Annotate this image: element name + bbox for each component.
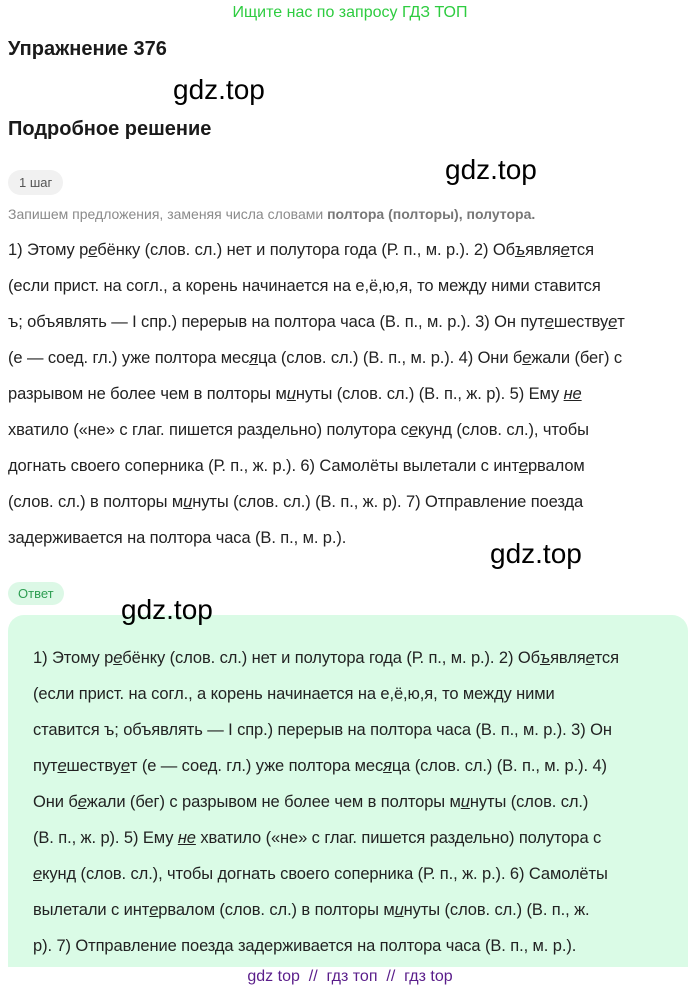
watermark: gdz.top <box>445 154 537 185</box>
text-segment: шеству <box>553 313 609 331</box>
page-title: Упражнение 376 <box>8 38 167 60</box>
highlighted-letter: е <box>518 457 528 475</box>
text-segment: явля <box>550 649 586 667</box>
text-line <box>33 757 607 776</box>
text-line <box>33 829 601 848</box>
text-line <box>8 457 585 476</box>
promo-banner[interactable]: Ищите нас по запросу ГДЗ ТОП <box>232 4 468 21</box>
text-segment: хватило («не» с глаг. пишется раздельно) полутора с <box>8 421 409 439</box>
highlighted-letter: е <box>522 349 532 367</box>
step-badge: 1 шаг <box>8 170 63 195</box>
intro-bold: полтора (полторы), полутора. <box>327 206 536 222</box>
text-segment: 1) Этому р <box>33 649 114 667</box>
text-segment: тся <box>594 649 619 667</box>
text-segment: 1) Этому р <box>8 241 89 259</box>
highlighted-letter: ъ <box>539 649 551 667</box>
text-segment: т (е — соед. гл.) уже полтора мес <box>129 757 384 775</box>
text-segment: явля <box>525 241 561 259</box>
answer-badge: Ответ <box>8 582 64 605</box>
text-line <box>33 721 612 740</box>
text-line <box>33 937 576 956</box>
text-segment: разрывом не более чем в полторы м <box>8 385 287 403</box>
text-segment: бёнку (слов. сл.) нет и полутора года (Р. п., м. р.). 2) Об <box>122 649 540 667</box>
text-segment: р). 7) Отправление поезда задерживается на полтора часа (В. п., м. р.). <box>33 937 577 955</box>
text-segment: ца (слов. сл.) (В. п., м. р.). 4) Они б <box>258 349 523 367</box>
highlighted-letter: я <box>383 757 392 775</box>
text-segment: вылетали с инт <box>33 901 150 919</box>
highlighted-letter: е <box>544 313 554 331</box>
text-segment: т <box>617 313 625 331</box>
highlighted-letter: и <box>460 793 470 811</box>
text-segment: кунд (слов. сл.), чтобы догнать своего соперника (Р. п., ж. р.). 6) Самолёты <box>42 865 608 883</box>
highlighted-letter: е <box>408 421 418 439</box>
text-segment: рвалом <box>527 457 585 475</box>
highlighted-letter: е <box>77 793 87 811</box>
text-segment: (слов. сл.) в полторы м <box>8 493 184 511</box>
highlighted-letter: е <box>113 649 123 667</box>
text-segment: нуты (слов. сл.) (В. п., ж. р). 7) Отправление поезда <box>192 493 584 511</box>
text-line <box>33 901 590 920</box>
highlighted-letter: е <box>57 757 67 775</box>
highlighted-letter: и <box>183 493 193 511</box>
text-line <box>8 277 601 296</box>
watermark: gdz.top <box>490 538 582 569</box>
text-segment: догнать своего соперника (Р. п., ж. р.). 6) Самолёты вылетали с инт <box>8 457 519 475</box>
text-line <box>33 649 619 668</box>
text-segment: нуты (слов. сл.) (В. п., ж. р). 5) Ему <box>295 385 564 403</box>
highlighted-letter: е <box>585 649 595 667</box>
text-segment: бёнку (слов. сл.) нет и полутора года (Р. п., м. р.). 2) Об <box>97 241 515 259</box>
highlighted-letter: не <box>177 829 196 847</box>
text-segment: ца (слов. сл.) (В. п., м. р.). 4) <box>391 757 607 775</box>
footer-links[interactable]: gdz top // гдз топ // гдз top <box>247 968 453 985</box>
highlighted-letter: е <box>149 901 159 919</box>
text-line <box>33 793 588 812</box>
text-segment: жали (бег) с разрывом не более чем в полторы м <box>86 793 461 811</box>
highlighted-letter: и <box>394 901 404 919</box>
text-segment: шеству <box>66 757 121 775</box>
intro-text <box>8 206 535 222</box>
text-line <box>8 529 346 548</box>
text-line <box>8 313 625 332</box>
text-segment: (В. п., ж. р). 5) Ему <box>33 829 178 847</box>
text-line <box>33 865 608 884</box>
text-segment: рвалом (слов. сл.) в полторы м <box>158 901 395 919</box>
text-line <box>8 493 583 512</box>
highlighted-letter: е <box>560 241 570 259</box>
text-segment: тся <box>569 241 594 259</box>
highlighted-letter: я <box>249 349 258 367</box>
text-line <box>8 241 594 260</box>
text-segment: ъ; объявлять — I спр.) перерыв на полтора часа (В. п., м. р.). 3) Он пут <box>8 313 545 331</box>
text-segment: ставится ъ; объявлять — I спр.) перерыв на полтора часа (В. п., м. р.). 3) Он <box>33 721 612 739</box>
text-segment: (если прист. на согл., а корень начинается на е,ё,ю,я, то между ними <box>33 685 555 703</box>
watermark: gdz.top <box>173 74 265 105</box>
highlighted-letter: е <box>608 313 618 331</box>
text-segment: Они б <box>33 793 78 811</box>
text-segment: хватило («не» с глаг. пишется раздельно) полутора с <box>195 829 602 847</box>
text-segment: пут <box>33 757 58 775</box>
highlighted-letter: е <box>120 757 130 775</box>
text-line <box>33 685 555 704</box>
text-line <box>8 385 582 404</box>
highlighted-letter: е <box>33 865 43 883</box>
highlighted-letter: не <box>563 385 582 403</box>
section-title: Подробное решение <box>8 118 212 140</box>
text-segment: нуты (слов. сл.) <box>469 793 589 811</box>
watermark: gdz.top <box>121 594 213 625</box>
highlighted-letter: и <box>286 385 296 403</box>
highlighted-letter: ъ <box>514 241 526 259</box>
text-line <box>8 421 589 440</box>
text-line <box>8 349 622 368</box>
text-segment: (е — соед. гл.) уже полтора мес <box>8 349 250 367</box>
highlighted-letter: е <box>88 241 98 259</box>
text-segment: задерживается на полтора часа (В. п., м. р.). <box>8 529 347 547</box>
text-segment: нуты (слов. сл.) (В. п., ж. <box>403 901 590 919</box>
text-segment: кунд (слов. сл.), чтобы <box>417 421 589 439</box>
text-segment: жали (бег) с <box>531 349 623 367</box>
intro-plain: Запишем предложения, заменяя числа словами <box>8 206 328 222</box>
text-segment: (если прист. на согл., а корень начинается на е,ё,ю,я, то между ними ставится <box>8 277 601 295</box>
